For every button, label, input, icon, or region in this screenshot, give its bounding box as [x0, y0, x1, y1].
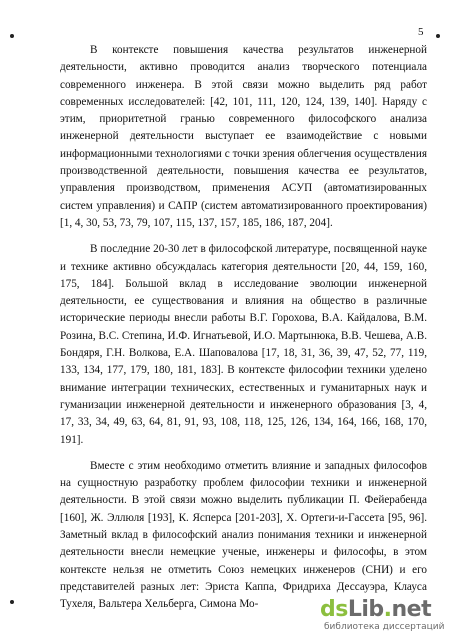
logo-part-net: net — [391, 597, 432, 622]
scan-dot-mark — [436, 34, 440, 38]
paragraph-3: Вместе с этим необходимо отметить влияние и западных философов на сущностную разработку проблем философии техники и инженерной деятельности. В этой связи можно выделить публикации П. Фейерабенда [160], Ж. Эллюля [193], К. Ясперса [201-203], Х. Ортеги-и-Гассета [95, 96]. Заметный вклад в философский анализ понимания техники и инженерной деятельности внесли немецкие ученые, инженеры и философы, в этом контексте нельзя не отметить Союз немецких инженеров (СНИ) и его представителей разных лет: Эриста Каппа, Фридриха Дессауэра, Клауса Тухеля, Вальтера Хельберга, Симона Мо- — [60, 459, 427, 611]
paragraph-1: В контексте повышения качества результатов инженерной деятельности, активно проводится анализ творческого потенциала современного инженера. В этой связи можно выделить ряд работ современных исследователей: [42, 101, 111, 120, 124, 139, 140]. Наряду с этим, приоритетной гранью современного философского анализа инженерной деятельности выступает ее взаимодействие с новыми информационными технологиями с точки зрения облегчения осуществления производственной деятельности, повышения качества ее результатов, управления производством, применения АСУП (автоматизированных систем управления) и САПР (систем автоматизированного проектирования) [1, 4, 30, 53, 73, 79, 107, 115, 137, 157, 185, 186, 187, 204]. — [60, 44, 427, 229]
dslib-logo — [320, 598, 431, 622]
watermark-caption: библиотека диссертаций — [324, 622, 445, 632]
page-number: 5 — [418, 26, 424, 38]
document-body — [60, 42, 427, 614]
logo-part-dot: . — [383, 597, 392, 622]
paragraph-2: В последние 20-30 лет в философской литературе, посвященной науке и технике активно обсуждалась категория деятельности [20, 44, 159, 160, 175, 184]. Большой вклад в исследование эволюции инженерной деятельности, ее существования и влияния на общество в различные исторические периоды внесли работы В.Г. Горохова, В.А. Кайдалова, В.М. Розина, В.С. Степина, И.Ф. Игнатьевой, И.О. Мартынюка, В.В. Чешева, А.В. Бондяря, Г.Н. Волкова, Е.А. Шаповалова [17, 18, 31, 36, 39, 47, 52, 77, 119, 133, 134, 177, 179, 180, 181, 183]. В контексте философии техники уделено внимание интеграции технических, естественных и гуманитарных наук и гуманизации инженерной деятельности и инженерного образования [3, 4, 17, 33, 34, 49, 63, 64, 81, 91, 93, 108, 118, 125, 126, 134, 164, 166, 168, 170, 191]. — [60, 243, 427, 446]
logo-part-ds: ds — [320, 597, 348, 622]
scan-dot-mark — [10, 600, 14, 604]
scan-dot-mark — [10, 34, 14, 38]
dslib-watermark — [320, 598, 445, 634]
logo-part-lib: Lib — [347, 597, 384, 622]
